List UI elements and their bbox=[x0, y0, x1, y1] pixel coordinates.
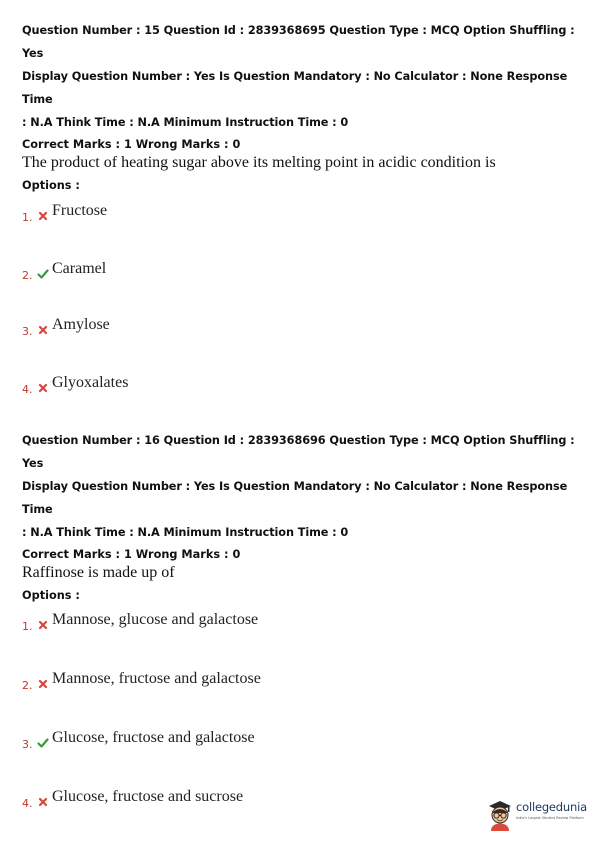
options-label: Options : bbox=[22, 179, 80, 192]
option-number: 2. bbox=[22, 679, 33, 692]
option-text: Mannose, glucose and galactose bbox=[52, 611, 259, 628]
option-text: Glucose, fructose and sucrose bbox=[52, 788, 244, 805]
question-meta-line-1: Question Number : 16 Question Id : 2839368696 Question Type : MCQ Option Shuffling : Yes bbox=[22, 434, 575, 470]
checkmark-icon bbox=[37, 268, 49, 280]
option-number: 1. bbox=[22, 620, 33, 633]
question-meta-line-1: Question Number : 15 Question Id : 2839368695 Question Type : MCQ Option Shuffling : Yes bbox=[22, 24, 575, 60]
option-number: 3. bbox=[22, 325, 33, 338]
cross-icon bbox=[37, 382, 49, 394]
question-text: The product of heating sugar above its melting point in acidic condition is bbox=[22, 154, 496, 171]
cross-icon bbox=[37, 796, 49, 808]
option-number: 4. bbox=[22, 797, 33, 810]
option-text: Caramel bbox=[52, 260, 107, 277]
question-meta-line-3: : N.A Think Time : N.A Minimum Instruction Time : 0 bbox=[22, 116, 349, 129]
question-meta-line-3: : N.A Think Time : N.A Minimum Instruction Time : 0 bbox=[22, 526, 349, 539]
question-meta-line-2: Display Question Number : Yes Is Question Mandatory : No Calculator : None Response Time bbox=[22, 480, 568, 516]
option-number: 1. bbox=[22, 211, 33, 224]
option-number: 4. bbox=[22, 383, 33, 396]
option-text: Glyoxalates bbox=[52, 374, 129, 391]
cross-icon bbox=[37, 210, 49, 222]
option-text: Amylose bbox=[52, 316, 110, 333]
option-text: Fructose bbox=[52, 202, 108, 219]
logo-wordmark: collegedunia bbox=[516, 800, 587, 814]
logo-tagline: India's Largest Student Review Platform bbox=[516, 816, 584, 820]
question-marks: Correct Marks : 1 Wrong Marks : 0 bbox=[22, 548, 241, 561]
question-marks: Correct Marks : 1 Wrong Marks : 0 bbox=[22, 138, 241, 151]
cross-icon bbox=[37, 619, 49, 631]
options-label: Options : bbox=[22, 589, 80, 602]
checkmark-icon bbox=[37, 737, 49, 749]
cross-icon bbox=[37, 678, 49, 690]
cross-icon bbox=[37, 324, 49, 336]
collegedunia-logo bbox=[486, 797, 586, 833]
option-text: Mannose, fructose and galactose bbox=[52, 670, 261, 687]
question-text: Raffinose is made up of bbox=[22, 564, 175, 581]
question-meta-line-2: Display Question Number : Yes Is Question Mandatory : No Calculator : None Response Time bbox=[22, 70, 568, 106]
option-number: 3. bbox=[22, 738, 33, 751]
student-mascot-icon bbox=[486, 797, 514, 831]
option-number: 2. bbox=[22, 269, 33, 282]
question-block-15 bbox=[22, 19, 582, 396]
option-text: Glucose, fructose and galactose bbox=[52, 729, 255, 746]
